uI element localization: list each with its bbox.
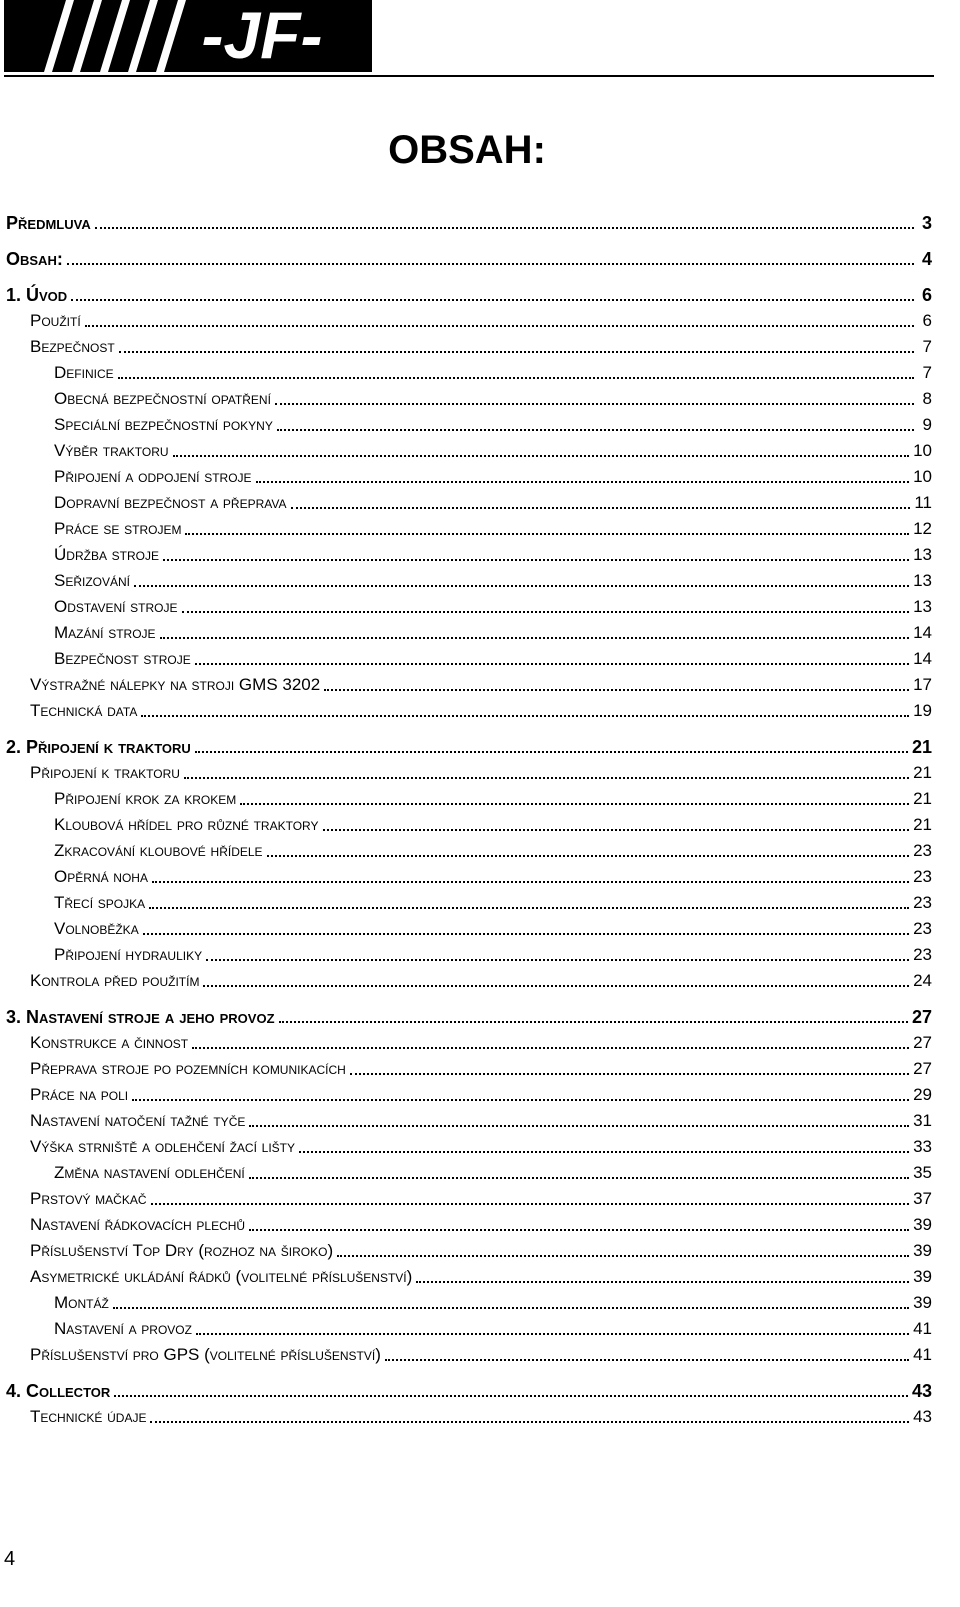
- dot-leader: [195, 663, 909, 665]
- toc-entry-label: 1. Úvod: [6, 285, 68, 305]
- toc-entry-label: Práce se strojem: [54, 519, 182, 538]
- toc-entry-page: 23: [913, 841, 932, 860]
- toc-entry-page: 8: [922, 389, 932, 408]
- toc-entry[interactable]: [6, 1236, 932, 1262]
- toc-entry[interactable]: [6, 1288, 932, 1314]
- dot-leader: [337, 1255, 909, 1257]
- toc-entry-label: Zkracování kloubové hřídele: [54, 841, 263, 860]
- dot-leader: [118, 377, 914, 379]
- dot-leader: [85, 325, 914, 327]
- toc-entry-label: Kloubová hřídel pro různé traktory: [54, 815, 319, 834]
- toc-entry[interactable]: [6, 332, 932, 358]
- toc-entry[interactable]: [6, 514, 932, 540]
- toc-entry-page: 35: [913, 1163, 932, 1182]
- toc-entry-page: 39: [913, 1267, 932, 1286]
- toc-entry[interactable]: [6, 696, 932, 722]
- toc-entry-label: Bezpečnost: [30, 337, 115, 356]
- toc-entry-page: 23: [913, 919, 932, 938]
- toc-entry-page: 21: [911, 737, 932, 757]
- dot-leader: [416, 1281, 909, 1283]
- toc-entry-label: Změna nastavení odlehčení: [54, 1163, 245, 1182]
- toc-entry[interactable]: [6, 1158, 932, 1184]
- toc-entry-label: Příslušenství pro GPS (volitelné příslušenství): [30, 1345, 381, 1364]
- toc-entry[interactable]: [6, 618, 932, 644]
- dot-leader: [113, 1307, 909, 1309]
- toc-entry-label: Nastavení natočení tažné tyče: [30, 1111, 246, 1130]
- dot-leader: [249, 1177, 909, 1179]
- toc-entry-page: 29: [913, 1085, 932, 1104]
- toc-entry-page: 3: [921, 213, 932, 233]
- toc-entry[interactable]: [6, 1210, 932, 1236]
- toc-entry-label: Připojení krok za krokem: [54, 789, 237, 808]
- dot-leader: [143, 933, 909, 935]
- toc-entry-label: Bezpečnost stroje: [54, 649, 191, 668]
- toc-entry-page: 43: [913, 1407, 932, 1426]
- toc-entry-page: 17: [913, 675, 932, 694]
- toc-entry-label: Mazání stroje: [54, 623, 156, 642]
- toc-entry-label: Příslušenství Top Dry (rozhoz na široko): [30, 1241, 334, 1260]
- toc-entry-label: Připojení hydrauliky: [54, 945, 203, 964]
- toc-entry[interactable]: [6, 306, 932, 332]
- dot-leader: [119, 351, 914, 353]
- toc-entry-label: Technické údaje: [30, 1407, 147, 1426]
- toc-entry[interactable]: [6, 488, 932, 514]
- toc-entry-page: 23: [913, 893, 932, 912]
- dot-leader: [240, 803, 909, 805]
- toc-entry-page: 31: [913, 1111, 932, 1130]
- dot-leader: [206, 959, 909, 961]
- toc-entry[interactable]: [6, 270, 932, 306]
- toc-entry[interactable]: [6, 1340, 932, 1366]
- toc-entry-label: Nastavení řádkovacích plechů: [30, 1215, 246, 1234]
- dot-leader: [323, 829, 910, 831]
- dot-leader: [299, 1151, 909, 1153]
- toc-entry-page: 39: [913, 1241, 932, 1260]
- toc-entry-label: Použití: [30, 311, 81, 330]
- dot-leader: [152, 881, 909, 883]
- toc-entry[interactable]: [6, 1314, 932, 1340]
- dot-leader: [173, 455, 910, 457]
- page-title: OBSAH:: [388, 128, 546, 172]
- toc-entry[interactable]: [6, 992, 932, 1028]
- toc-entry-page: 33: [913, 1137, 932, 1156]
- toc-entry-page: 4: [921, 249, 932, 269]
- toc-entry-page: 27: [911, 1007, 932, 1027]
- toc-entry-label: Opěrná noha: [54, 867, 148, 886]
- toc-entry[interactable]: [6, 540, 932, 566]
- dot-leader: [149, 907, 909, 909]
- toc-entry[interactable]: [6, 644, 932, 670]
- toc-entry-label: Obecná bezpečnostní opatření: [54, 389, 271, 408]
- dot-leader: [249, 1229, 909, 1231]
- header-rule: [4, 75, 934, 77]
- toc-entry-label: 2. Připojení k traktoru: [6, 737, 191, 757]
- toc-entry-label: Definice: [54, 363, 114, 382]
- toc-entry-page: 41: [913, 1319, 932, 1338]
- toc-entry-page: 7: [922, 363, 932, 382]
- dot-leader: [184, 777, 909, 779]
- dot-leader: [279, 1021, 908, 1023]
- toc-entry-label: Montáž: [54, 1293, 109, 1312]
- toc-entry[interactable]: [6, 966, 932, 992]
- toc-entry[interactable]: [6, 784, 932, 810]
- toc-entry[interactable]: [6, 384, 932, 410]
- toc-entry-page: 13: [913, 597, 932, 616]
- toc-entry-page: 27: [913, 1059, 932, 1078]
- dot-leader: [195, 751, 908, 753]
- toc-entry-page: 9: [922, 415, 932, 434]
- toc-entry-label: Odstavení stroje: [54, 597, 178, 616]
- toc-entry-label: Připojení a odpojení stroje: [54, 467, 252, 486]
- toc-entry-label: Speciální bezpečnostní pokyny: [54, 415, 273, 434]
- toc-entry[interactable]: [6, 234, 932, 270]
- toc-entry-label: Připojení k traktoru: [30, 763, 180, 782]
- toc-entry-label: 3. Nastavení stroje a jeho provoz: [6, 1007, 275, 1027]
- dot-leader: [114, 1395, 908, 1397]
- toc-entry[interactable]: [6, 1262, 932, 1288]
- dot-leader: [192, 1047, 909, 1049]
- dot-leader: [275, 403, 914, 405]
- dot-leader: [150, 1421, 909, 1423]
- dot-leader: [134, 585, 909, 587]
- dot-leader: [141, 715, 909, 717]
- toc-entry[interactable]: [6, 1402, 932, 1428]
- toc-entry-label: Kontrola před použitím: [30, 971, 200, 990]
- toc-entry[interactable]: [6, 862, 932, 888]
- toc-entry-page: 13: [913, 545, 932, 564]
- page-number: 4: [4, 1548, 16, 1570]
- toc-entry-page: 10: [913, 467, 932, 486]
- toc-entry[interactable]: [6, 436, 932, 462]
- toc-entry-page: 6: [921, 285, 932, 305]
- toc-entry-label: Konstrukce a činnost: [30, 1033, 189, 1052]
- toc-entry-label: 4. Collector: [6, 1381, 111, 1401]
- dot-leader: [203, 985, 909, 987]
- toc-entry[interactable]: [6, 592, 932, 618]
- toc-entry-label: Seřizování: [54, 571, 131, 590]
- table-of-contents: [6, 198, 932, 1428]
- toc-entry-label: Nastavení a provoz: [54, 1319, 192, 1338]
- toc-entry-label: Údržba stroje: [54, 545, 160, 564]
- toc-entry[interactable]: [6, 836, 932, 862]
- toc-entry-page: 11: [914, 493, 932, 512]
- dot-leader: [132, 1099, 909, 1101]
- toc-entry[interactable]: [6, 566, 932, 592]
- toc-entry-page: 12: [913, 519, 932, 538]
- toc-entry-page: 21: [913, 789, 932, 808]
- toc-entry[interactable]: [6, 810, 932, 836]
- toc-entry-label: Obsah:: [6, 249, 63, 269]
- toc-entry[interactable]: [6, 1028, 932, 1054]
- toc-entry[interactable]: [6, 914, 932, 940]
- toc-entry-page: 27: [913, 1033, 932, 1052]
- toc-entry[interactable]: [6, 1132, 932, 1158]
- toc-entry[interactable]: [6, 670, 932, 696]
- jf-logo: [4, 0, 372, 72]
- toc-entry[interactable]: [6, 1080, 932, 1106]
- dot-leader: [151, 1203, 910, 1205]
- dot-leader: [160, 637, 910, 639]
- toc-entry[interactable]: [6, 462, 932, 488]
- toc-entry[interactable]: [6, 1184, 932, 1210]
- dot-leader: [385, 1359, 909, 1361]
- toc-entry-page: 14: [913, 623, 932, 642]
- toc-entry[interactable]: [6, 1054, 932, 1080]
- toc-entry-label: Volnoběžka: [54, 919, 139, 938]
- toc-entry[interactable]: [6, 1366, 932, 1402]
- toc-entry[interactable]: [6, 1106, 932, 1132]
- toc-entry-page: 37: [913, 1189, 932, 1208]
- toc-entry-page: 24: [913, 971, 932, 990]
- toc-entry-label: Prstový mačkač: [30, 1189, 147, 1208]
- toc-entry[interactable]: [6, 940, 932, 966]
- dot-leader: [249, 1125, 909, 1127]
- dot-leader: [185, 533, 909, 535]
- dot-leader: [267, 855, 910, 857]
- toc-entry-page: 23: [913, 867, 932, 886]
- toc-entry-page: 41: [913, 1345, 932, 1364]
- toc-entry-label: Technická data: [30, 701, 138, 720]
- toc-entry-page: 39: [913, 1293, 932, 1312]
- dot-leader: [291, 507, 911, 509]
- toc-entry-page: 43: [911, 1381, 932, 1401]
- dot-leader: [163, 559, 909, 561]
- toc-entry-page: 21: [913, 763, 932, 782]
- logo-text: -JF-: [201, 0, 323, 72]
- toc-entry[interactable]: [6, 410, 932, 436]
- toc-entry-page: 13: [913, 571, 932, 590]
- toc-entry-label: Asymetrické ukládání řádků (volitelné příslušenství): [30, 1267, 413, 1286]
- dot-leader: [350, 1073, 909, 1075]
- toc-entry-page: 10: [913, 441, 932, 460]
- toc-entry-label: Dopravní bezpečnost a přeprava: [54, 493, 287, 512]
- toc-entry-label: Práce na poli: [30, 1085, 129, 1104]
- toc-entry-page: 14: [913, 649, 932, 668]
- dot-leader: [71, 299, 914, 301]
- toc-entry-label: Třecí spojka: [54, 893, 146, 912]
- toc-entry-label: Výška strniště a odlehčení žací lišty: [30, 1137, 296, 1156]
- dot-leader: [95, 227, 914, 229]
- toc-entry-page: 7: [922, 337, 932, 356]
- dot-leader: [324, 689, 909, 691]
- toc-entry-page: 19: [913, 701, 932, 720]
- toc-entry-label: Výstražné nálepky na stroji GMS 3202: [30, 675, 321, 694]
- toc-entry-label: Předmluva: [6, 213, 91, 233]
- toc-entry[interactable]: [6, 758, 932, 784]
- toc-entry[interactable]: [6, 888, 932, 914]
- toc-entry[interactable]: [6, 722, 932, 758]
- dot-leader: [67, 263, 914, 265]
- toc-entry[interactable]: [6, 358, 932, 384]
- toc-entry-label: Výběr traktoru: [54, 441, 169, 460]
- toc-entry[interactable]: [6, 198, 932, 234]
- dot-leader: [256, 481, 910, 483]
- toc-entry-page: 23: [913, 945, 932, 964]
- toc-entry-page: 39: [913, 1215, 932, 1234]
- dot-leader: [277, 429, 914, 431]
- toc-entry-page: 6: [922, 311, 932, 330]
- dot-leader: [182, 611, 910, 613]
- toc-entry-label: Přeprava stroje po pozemních komunikacích: [30, 1059, 346, 1078]
- dot-leader: [196, 1333, 909, 1335]
- toc-entry-page: 21: [913, 815, 932, 834]
